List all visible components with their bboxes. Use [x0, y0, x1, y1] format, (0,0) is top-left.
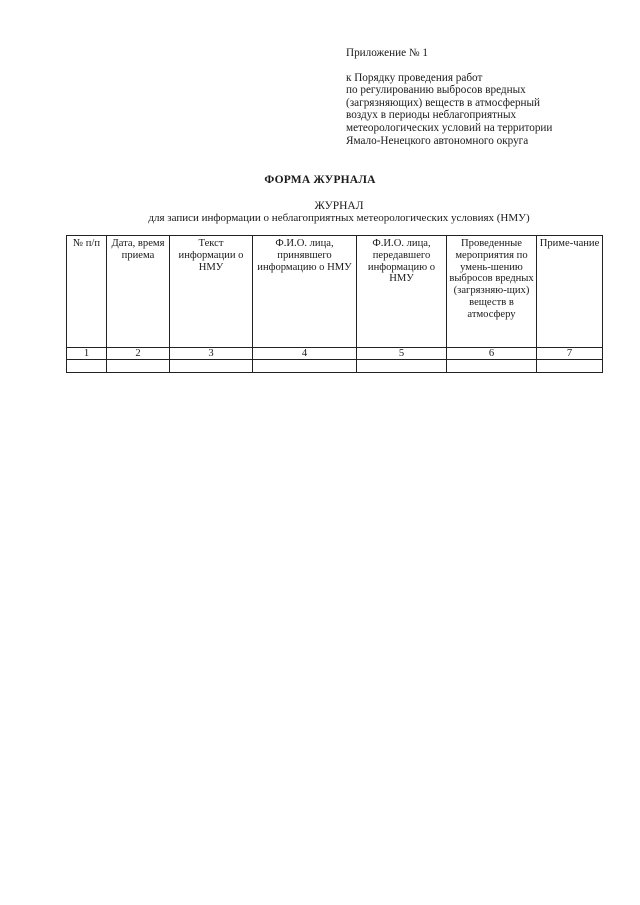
header-cell-text: Текст информации о НМУ: [170, 236, 253, 348]
appendix-line: Ямало-Ненецкого автономного округа: [346, 134, 529, 147]
appendix-line: воздух в периоды неблагоприятных: [346, 109, 517, 122]
appendix-line: (загрязняющих) веществ в атмосферный: [346, 96, 541, 109]
column-number: 4: [253, 348, 357, 360]
column-number: 6: [447, 348, 537, 360]
appendix-line: к Порядку проведения работ: [346, 71, 483, 84]
empty-cell: [447, 360, 537, 373]
header-cell-date: Дата, время приема: [107, 236, 170, 348]
empty-cell: [170, 360, 253, 373]
header-cell-measures: Проведенные мероприятия по умень-шению выбросов вредных (загрязняю-щих) веществ в атмосферу: [447, 236, 537, 348]
journal-subtitle: для записи информации о неблагоприятных метеорологических условиях (НМУ): [148, 212, 530, 224]
appendix-block: [346, 47, 616, 147]
appendix-line: по регулированию выбросов вредных: [346, 84, 526, 97]
appendix-line: метеорологических условий на территории: [346, 121, 553, 134]
empty-cell: [537, 360, 603, 373]
journal-table: [66, 235, 603, 373]
empty-cell: [107, 360, 170, 373]
header-cell-sender: Ф.И.О. лица, передавшего информацию о НМУ: [357, 236, 447, 348]
header-cell-note: Приме-чание: [537, 236, 603, 348]
column-number: 2: [107, 348, 170, 360]
table-header-row: [67, 236, 603, 348]
empty-cell: [357, 360, 447, 373]
empty-cell: [67, 360, 107, 373]
header-cell-number: № п/п: [67, 236, 107, 348]
empty-table-row: [67, 360, 603, 373]
column-number: 3: [170, 348, 253, 360]
column-number: 7: [537, 348, 603, 360]
form-title: ФОРМА ЖУРНАЛА: [264, 174, 376, 186]
column-number: 5: [357, 348, 447, 360]
journal-title: ЖУРНАЛ: [314, 200, 364, 212]
column-number: 1: [67, 348, 107, 360]
header-cell-receiver: Ф.И.О. лица, принявшего информацию о НМУ: [253, 236, 357, 348]
column-number-row: [67, 348, 603, 360]
empty-cell: [253, 360, 357, 373]
appendix-number: Приложение № 1: [346, 47, 428, 59]
